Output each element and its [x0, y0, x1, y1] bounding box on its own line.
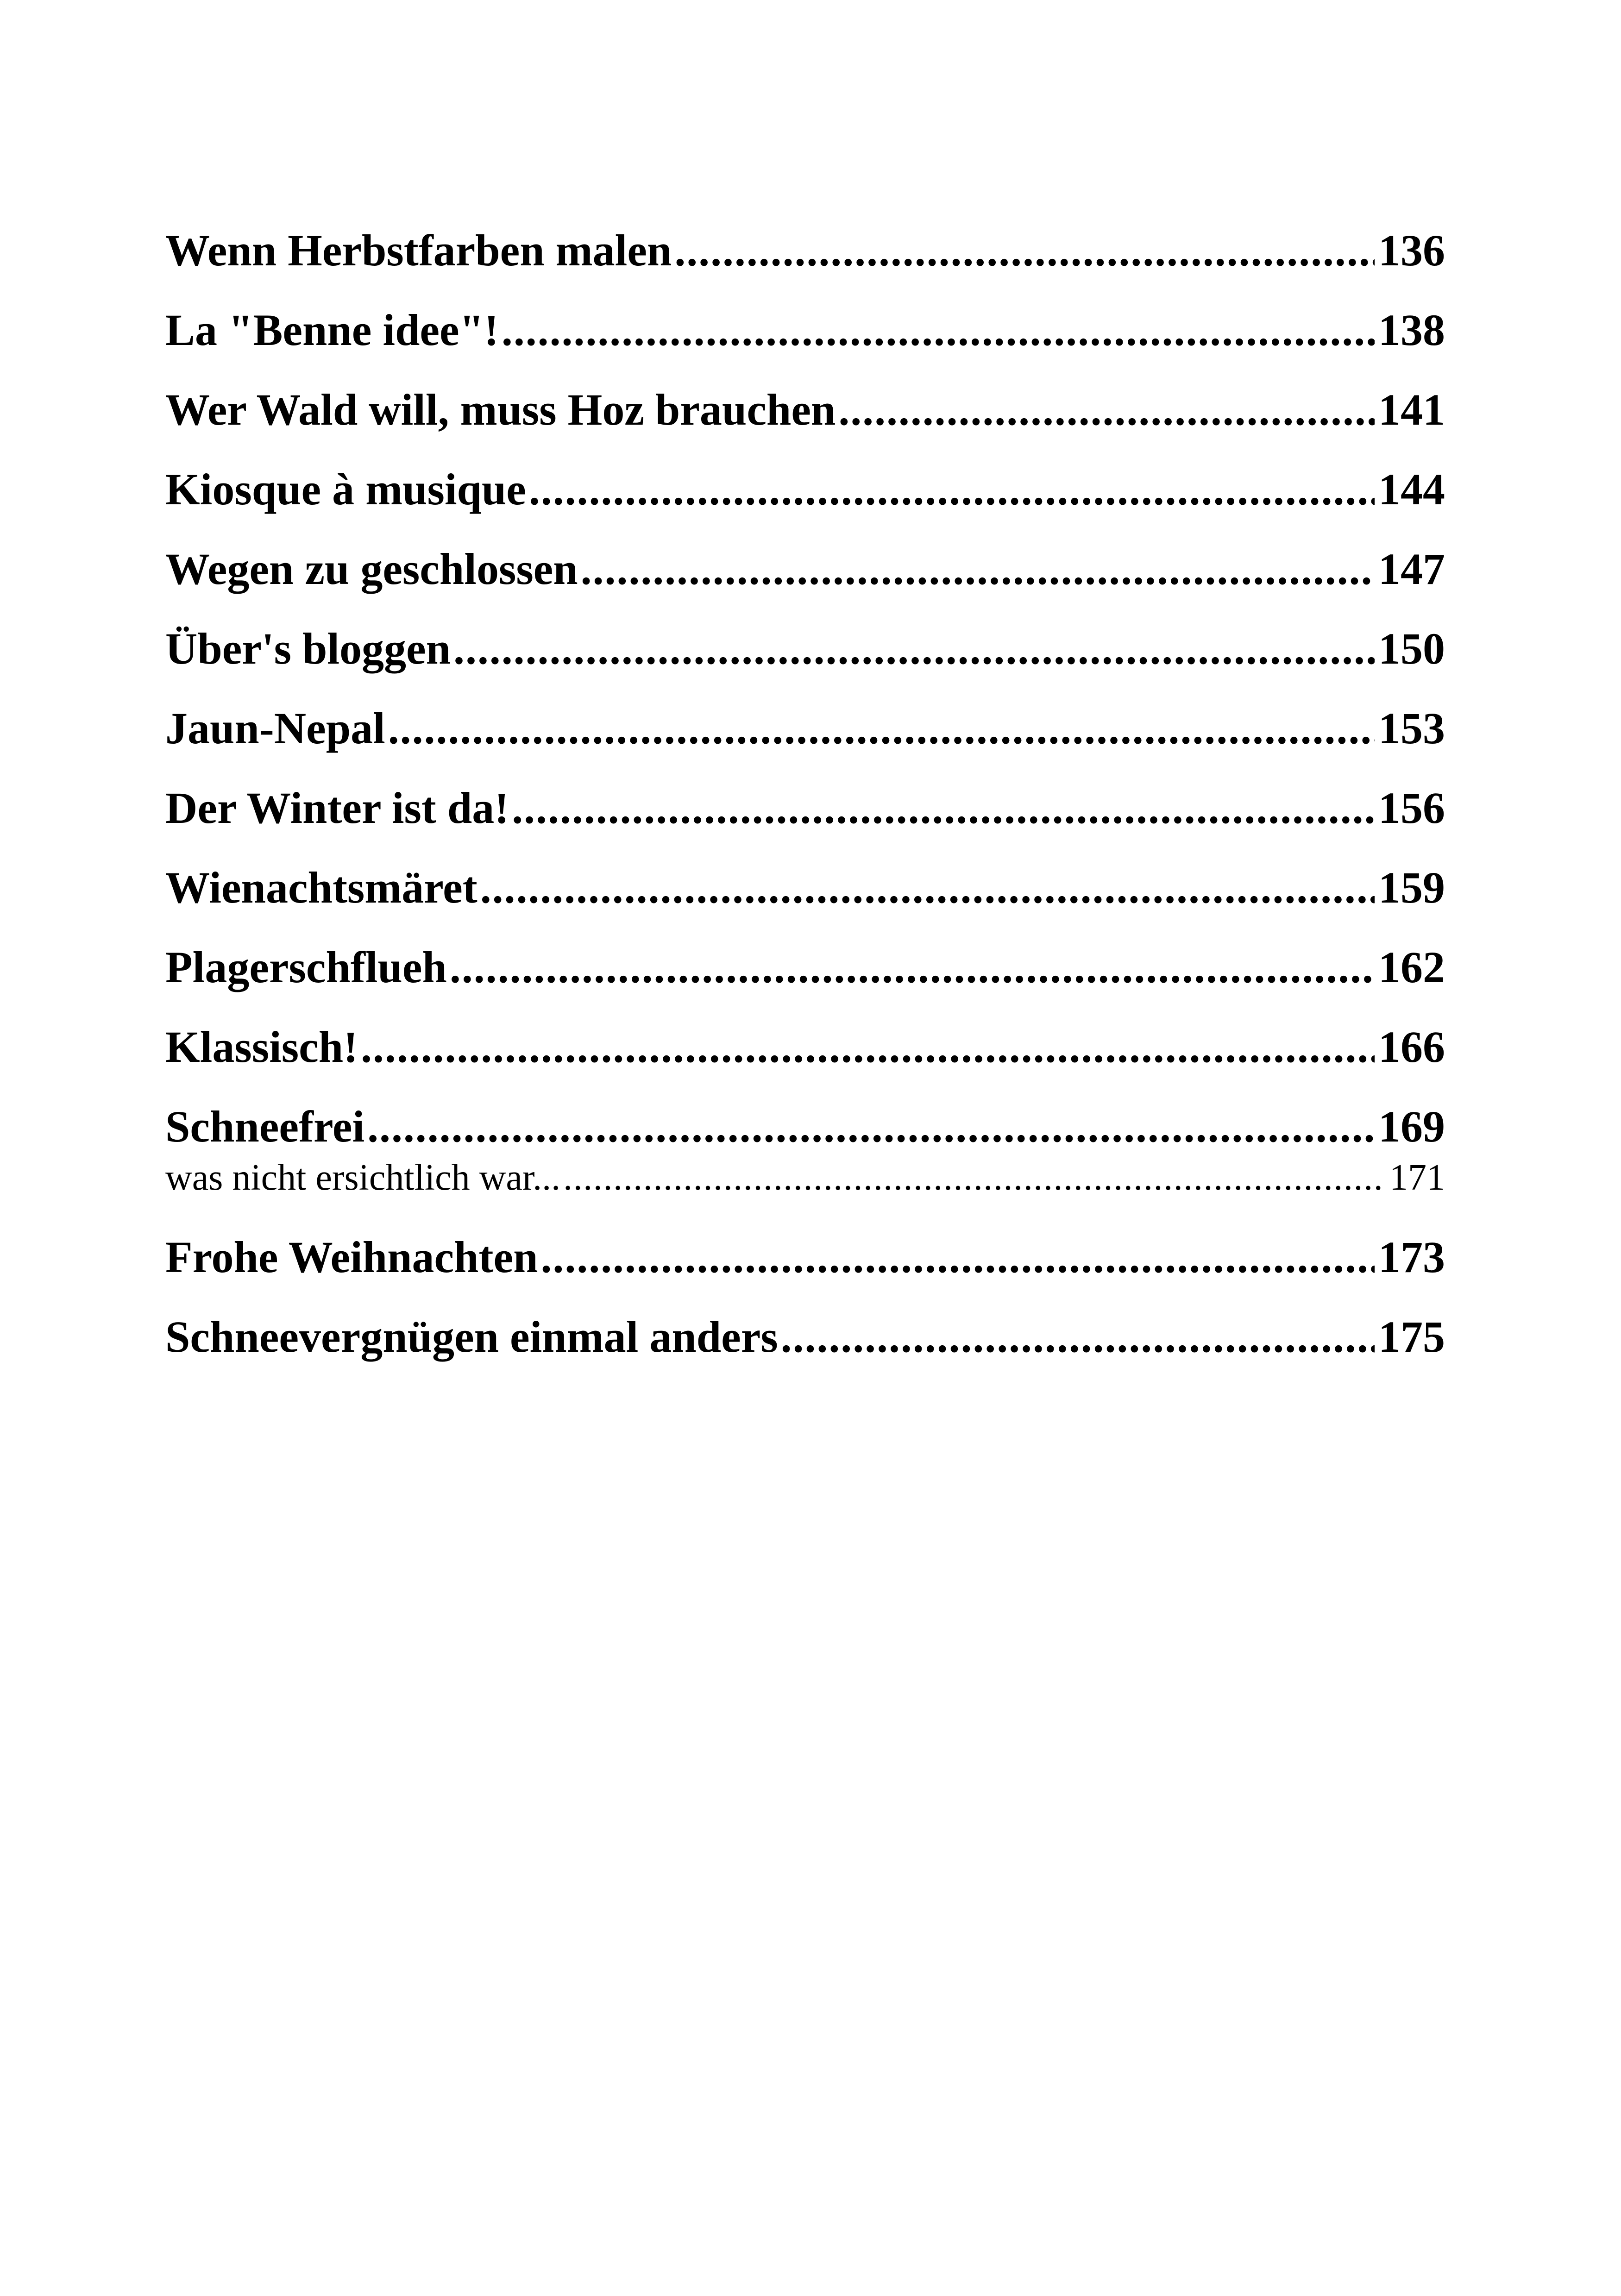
toc-entry	[165, 450, 1445, 529]
toc-dot-leader	[388, 689, 1375, 768]
toc-entry	[165, 529, 1445, 609]
toc-dot-leader	[450, 928, 1375, 1007]
toc-entry	[165, 928, 1445, 1007]
toc-dot-leader	[453, 609, 1375, 689]
toc-entry	[165, 211, 1445, 290]
toc-entry-page: 136	[1378, 226, 1445, 275]
toc-dot-leader	[502, 290, 1375, 370]
toc-dot-leader	[781, 1297, 1375, 1377]
table-of-contents	[165, 211, 1445, 1377]
toc-entry-page: 144	[1378, 464, 1445, 514]
toc-entry-page: 169	[1378, 1102, 1445, 1151]
toc-entry-title: Kiosque à musique	[165, 464, 526, 514]
toc-entry-page: 159	[1378, 863, 1445, 912]
toc-entry-page: 138	[1378, 305, 1445, 355]
toc-entry	[165, 370, 1445, 450]
toc-dot-leader	[838, 370, 1375, 450]
toc-entry	[165, 609, 1445, 689]
toc-entry	[165, 768, 1445, 848]
toc-entry-title: Wenn Herbstfarben malen	[165, 226, 672, 275]
toc-entry-page: 166	[1378, 1022, 1445, 1072]
toc-entry-title: Wegen zu geschlossen	[165, 544, 578, 594]
toc-entry-page: 153	[1378, 703, 1445, 753]
toc-entry-page: 147	[1378, 544, 1445, 594]
toc-entry-page: 175	[1378, 1312, 1445, 1361]
toc-entry-page: 173	[1378, 1232, 1445, 1282]
toc-entry	[165, 290, 1445, 370]
toc-entry	[165, 1297, 1445, 1377]
toc-entry	[165, 1007, 1445, 1087]
toc-entry-title: Plagerschflueh	[165, 942, 447, 992]
toc-entry-title: Jaun-Nepal	[165, 703, 385, 753]
toc-subentry-page: 171	[1389, 1157, 1445, 1198]
toc-entry-title: Wer Wald will, muss Hoz brauchen	[165, 385, 836, 434]
toc-dot-leader	[541, 1217, 1375, 1297]
toc-subentry	[165, 1153, 1445, 1206]
toc-dot-leader	[674, 211, 1375, 290]
toc-entry-page: 150	[1378, 624, 1445, 673]
toc-entry-page: 162	[1378, 942, 1445, 992]
toc-entry-title: Schneefrei	[165, 1102, 365, 1151]
toc-entry-page: 141	[1378, 385, 1445, 434]
toc-entry-page: 156	[1378, 783, 1445, 833]
toc-dot-leader	[480, 848, 1375, 928]
toc-entry	[165, 1217, 1445, 1297]
toc-entry-title: Wienachtsmäret	[165, 863, 478, 912]
toc-entry	[165, 689, 1445, 768]
toc-entry-title: Über's bloggen	[165, 624, 451, 673]
toc-entry-title: La "Benne idee"!	[165, 305, 499, 355]
toc-dot-leader	[512, 768, 1375, 848]
toc-entry-title: Klassisch!	[165, 1022, 358, 1072]
toc-dot-leader	[361, 1007, 1375, 1087]
toc-subentry-title: was nicht ersichtlich war...	[165, 1157, 561, 1198]
toc-dot-leader	[563, 1153, 1386, 1203]
toc-entry-title: Frohe Weihnachten	[165, 1232, 538, 1282]
toc-entry-title: Schneevergnügen einmal anders	[165, 1312, 778, 1361]
toc-entry-title: Der Winter ist da!	[165, 783, 509, 833]
toc-dot-leader	[529, 450, 1375, 529]
toc-dot-leader	[581, 529, 1375, 609]
toc-entry	[165, 848, 1445, 928]
